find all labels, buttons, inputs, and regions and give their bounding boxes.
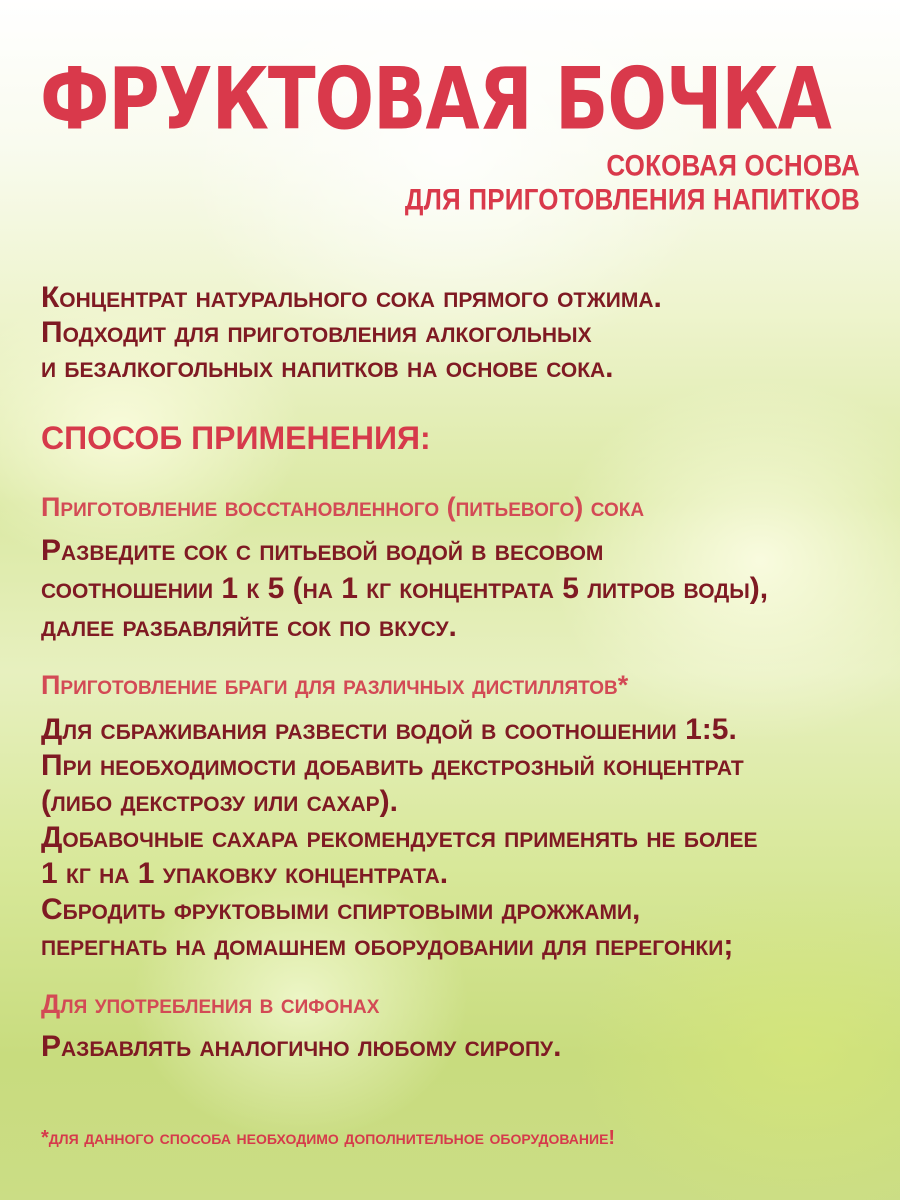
siphon-method-heading: Для употребления в сифонах xyxy=(41,989,380,1019)
product-title: ФРУКТОВАЯ БОЧКА xyxy=(40,49,831,150)
usage-title: СПОСОБ ПРИМЕНЕНИЯ: xyxy=(41,420,431,456)
mash-method-text xyxy=(41,712,758,964)
subtitle-line: СОКОВАЯ ОСНОВА xyxy=(606,147,860,183)
mash-method-heading: Приготовление браги для различных дистиллятов* xyxy=(41,670,629,700)
intro-text xyxy=(41,280,662,385)
siphon-method-text xyxy=(41,1028,561,1066)
subtitle-line: ДЛЯ ПРИГОТОВЛЕНИЯ НАПИТКОВ xyxy=(404,181,860,217)
mash-method-line: Добавочные сахара рекомендуется применять не более xyxy=(41,821,758,854)
mash-method-line: Сбродить фруктовыми спиртовыми дрожжами, xyxy=(41,893,641,926)
mash-method-line: перегнать на домашнем оборудовании для перегонки; xyxy=(41,929,734,962)
intro-line: Подходит для приготовления алкогольных xyxy=(41,316,592,349)
siphon-method-line: Разбавлять аналогично любому сиропу. xyxy=(41,1030,562,1063)
juice-method-line: далее разбавляйте сок по вкусу. xyxy=(41,610,457,643)
juice-method-heading: Приготовление восстановленного (питьевого) сока xyxy=(41,492,645,522)
mash-method-line: 1 кг на 1 упаковку концентрата. xyxy=(41,857,449,890)
juice-method-line: соотношении 1 к 5 (на 1 кг концентрата 5 литров воды), xyxy=(41,572,769,605)
mash-method-line: Для сбраживания развести водой в соотношении 1:5. xyxy=(41,713,737,746)
product-subtitle xyxy=(405,148,860,216)
juice-method-line: Разведите сок с питьевой водой в весовом xyxy=(41,534,604,567)
juice-method-text xyxy=(41,532,768,646)
intro-line: и безалкогольных напитков на основе сока. xyxy=(41,351,614,384)
intro-line: Концентрат натурального сока прямого отжима. xyxy=(41,281,662,314)
mash-method-line: При необходимости добавить декстрозный концентрат xyxy=(41,749,744,782)
mash-method-line: (либо декстрозу или сахар). xyxy=(41,785,398,818)
footnote: *для данного способа необходимо дополнительное оборудование! xyxy=(41,1127,616,1149)
